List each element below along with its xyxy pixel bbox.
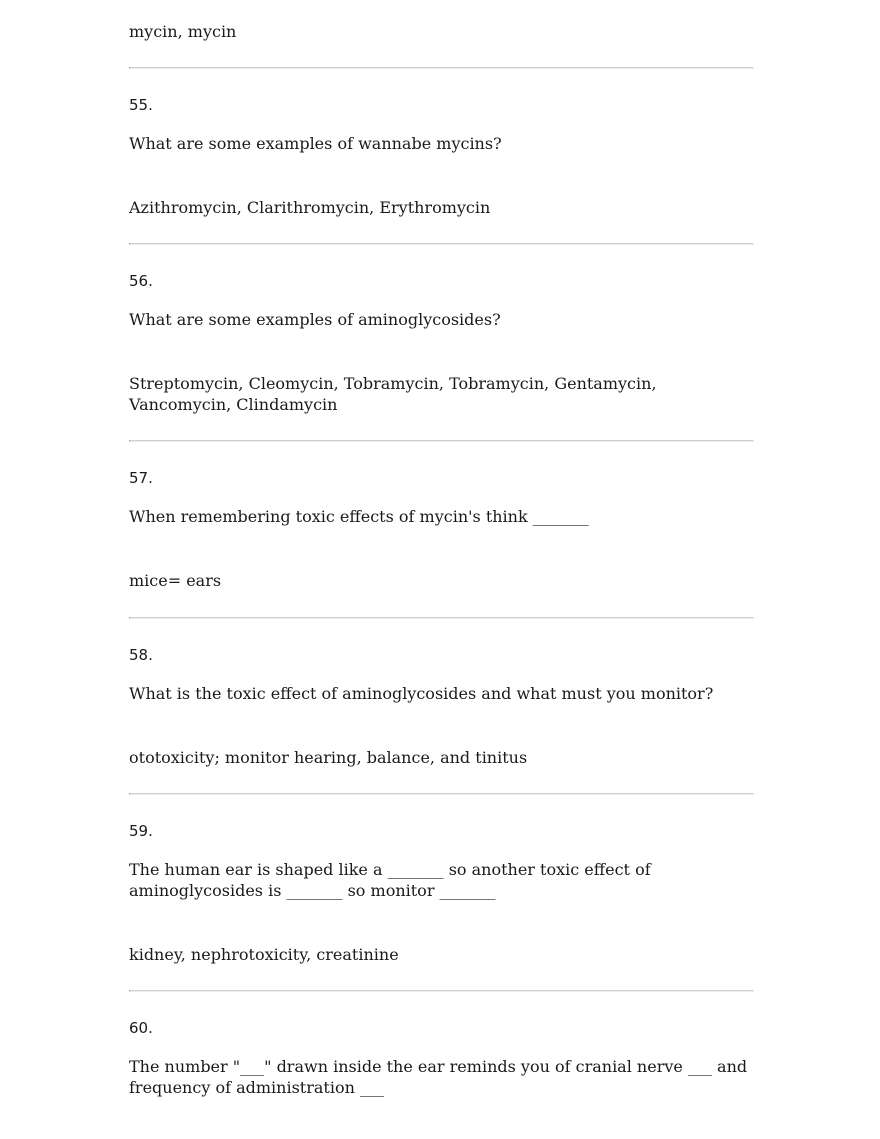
- card-number: 59.: [129, 822, 153, 840]
- card-answer: ototoxicity; monitor hearing, balance, and tinitus: [129, 748, 528, 767]
- card-divider: [129, 617, 754, 619]
- card-answer: Azithromycin, Clarithromycin, Erythromycin: [129, 198, 491, 217]
- card-question: What is the toxic effect of aminoglycosides and what must you monitor?: [129, 684, 714, 703]
- card-divider: [129, 990, 754, 992]
- card-number: 60.: [129, 1019, 153, 1037]
- card-question: What are some examples of aminoglycosides?: [129, 310, 501, 329]
- card-divider: [129, 440, 754, 442]
- card-question: What are some examples of wannabe mycins?: [129, 134, 502, 153]
- card-answer: kidney, nephrotoxicity, creatinine: [129, 945, 399, 964]
- card-number: 56.: [129, 272, 153, 290]
- card-54-answer: mycin, mycin: [129, 22, 237, 41]
- card-question: The human ear is shaped like a _______ so another toxic effect of aminoglycosides is _______ so monitor _______: [129, 860, 651, 900]
- card-number: 55.: [129, 96, 153, 114]
- card-answer: Streptomycin, Cleomycin, Tobramycin, Tobramycin, Gentamycin, Vancomycin, Clindamycin: [129, 374, 657, 414]
- card-divider: [129, 793, 754, 795]
- card-answer: mice= ears: [129, 571, 222, 590]
- card-question: The number "___" drawn inside the ear reminds you of cranial nerve ___ and frequency of administration ___: [129, 1057, 748, 1097]
- card-number: 57.: [129, 469, 153, 487]
- card-question: When remembering toxic effects of mycin's think _______: [129, 507, 589, 526]
- card-number: 58.: [129, 646, 153, 664]
- card-divider: [129, 67, 754, 69]
- card-divider: [129, 243, 754, 245]
